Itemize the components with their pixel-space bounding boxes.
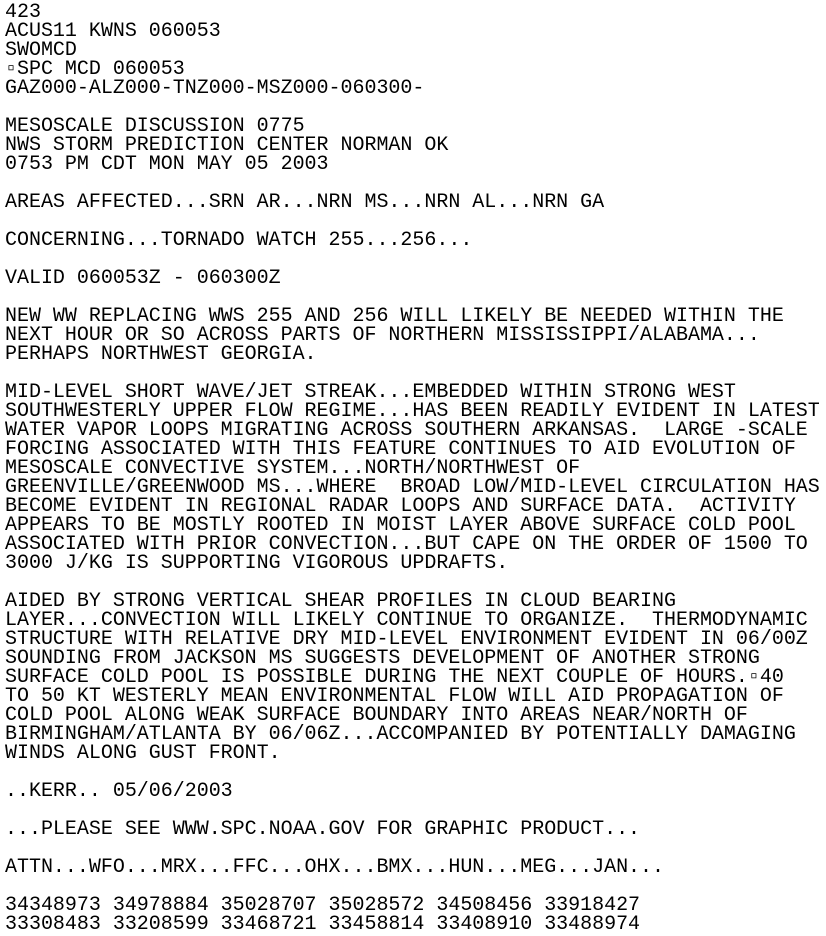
header-ugc: GAZ000-ALZ000-TNZ000-MSZ000-060300-	[5, 77, 425, 100]
discussion-title: MESOSCALE DISCUSSION 0775	[5, 115, 305, 138]
paragraph1-line: SOUTHWESTERLY UPPER FLOW REGIME...HAS BEEN READILY EVIDENT IN LATEST	[5, 400, 820, 423]
paragraph2-line: STRUCTURE WITH RELATIVE DRY MID-LEVEL ENVIRONMENT EVIDENT IN 06/00Z	[5, 628, 808, 651]
paragraph2-line: SURFACE COLD POOL IS POSSIBLE DURING THE NEXT COUPLE OF HOURS.▫40	[5, 666, 784, 689]
summary-line: PERHAPS NORTHWEST GEORGIA.	[5, 343, 317, 366]
areas-affected: AREAS AFFECTED...SRN AR...NRN MS...NRN AL...NRN GA	[5, 191, 605, 214]
paragraph1-line: MID-LEVEL SHORT WAVE/JET STREAK...EMBEDDED WITHIN STRONG WEST	[5, 381, 736, 404]
paragraph2-line: AIDED BY STRONG VERTICAL SHEAR PROFILES IN CLOUD BEARING	[5, 590, 676, 613]
paragraph2-line: BIRMINGHAM/ATLANTA BY 06/06Z...ACCOMPANIED BY POTENTIALLY DAMAGING	[5, 723, 796, 746]
header-wmo: ACUS11 KWNS 060053	[5, 20, 221, 43]
summary-line: NEW WW REPLACING WWS 255 AND 256 WILL LIKELY BE NEEDED WITHIN THE	[5, 305, 784, 328]
coordinate-line: 34348973 34978884 35028707 35028572 34508456 33918427	[5, 894, 641, 917]
paragraph1-line: GREENVILLE/GREENWOOD MS...WHERE BROAD LOW/MID-LEVEL CIRCULATION HAS	[5, 476, 820, 499]
graphic-product-note: ...PLEASE SEE WWW.SPC.NOAA.GOV FOR GRAPHIC PRODUCT...	[5, 818, 641, 841]
discussion-text	[5, 3, 820, 934]
issuing-office: NWS STORM PREDICTION CENTER NORMAN OK	[5, 134, 449, 157]
paragraph2-line: COLD POOL ALONG WEAK SURFACE BOUNDARY INTO AREAS NEAR/NORTH OF	[5, 704, 748, 727]
summary-line: NEXT HOUR OR SO ACROSS PARTS OF NORTHERN MISSISSIPPI/ALABAMA...	[5, 324, 760, 347]
paragraph1-line: ASSOCIATED WITH PRIOR CONVECTION...BUT CAPE ON THE ORDER OF 1500 TO	[5, 533, 808, 556]
paragraph1-line: WATER VAPOR LOOPS MIGRATING ACROSS SOUTHERN ARKANSAS. LARGE -SCALE	[5, 419, 808, 442]
paragraph1-line: BECOME EVIDENT IN REGIONAL RADAR LOOPS AND SURFACE DATA. ACTIVITY	[5, 495, 796, 518]
header-seq: 423	[5, 1, 41, 24]
paragraph2-line: LAYER...CONVECTION WILL LIKELY CONTINUE TO ORGANIZE. THERMODYNAMIC	[5, 609, 808, 632]
header-awips: SWOMCD	[5, 39, 77, 62]
coordinate-line: 33308483 33208599 33468721 33458814 33408910 33488974	[5, 913, 641, 936]
paragraph1-line: 3000 J/KG IS SUPPORTING VIGOROUS UPDRAFTS.	[5, 552, 509, 575]
paragraph2-line: TO 50 KT WESTERLY MEAN ENVIRONMENTAL FLOW WILL AID PROPAGATION OF	[5, 685, 784, 708]
paragraph1-line: MESOSCALE CONVECTIVE SYSTEM...NORTH/NORTHWEST OF	[5, 457, 581, 480]
concerning: CONCERNING...TORNADO WATCH 255...256...	[5, 229, 473, 252]
valid-time: VALID 060053Z - 060300Z	[5, 267, 281, 290]
paragraph1-line: APPEARS TO BE MOSTLY ROOTED IN MOIST LAYER ABOVE SURFACE COLD POOL	[5, 514, 796, 537]
header-product-id: ▫SPC MCD 060053	[5, 58, 185, 81]
paragraph2-line: WINDS ALONG GUST FRONT.	[5, 742, 281, 765]
issued-time: 0753 PM CDT MON MAY 05 2003	[5, 153, 329, 176]
attn-offices: ATTN...WFO...MRX...FFC...OHX...BMX...HUN...MEG...JAN...	[5, 856, 665, 879]
paragraph1-line: FORCING ASSOCIATED WITH THIS FEATURE CONTINUES TO AID EVOLUTION OF	[5, 438, 796, 461]
forecaster-signature: ..KERR.. 05/06/2003	[5, 780, 233, 803]
paragraph2-line: SOUNDING FROM JACKSON MS SUGGESTS DEVELOPMENT OF ANOTHER STRONG	[5, 647, 760, 670]
